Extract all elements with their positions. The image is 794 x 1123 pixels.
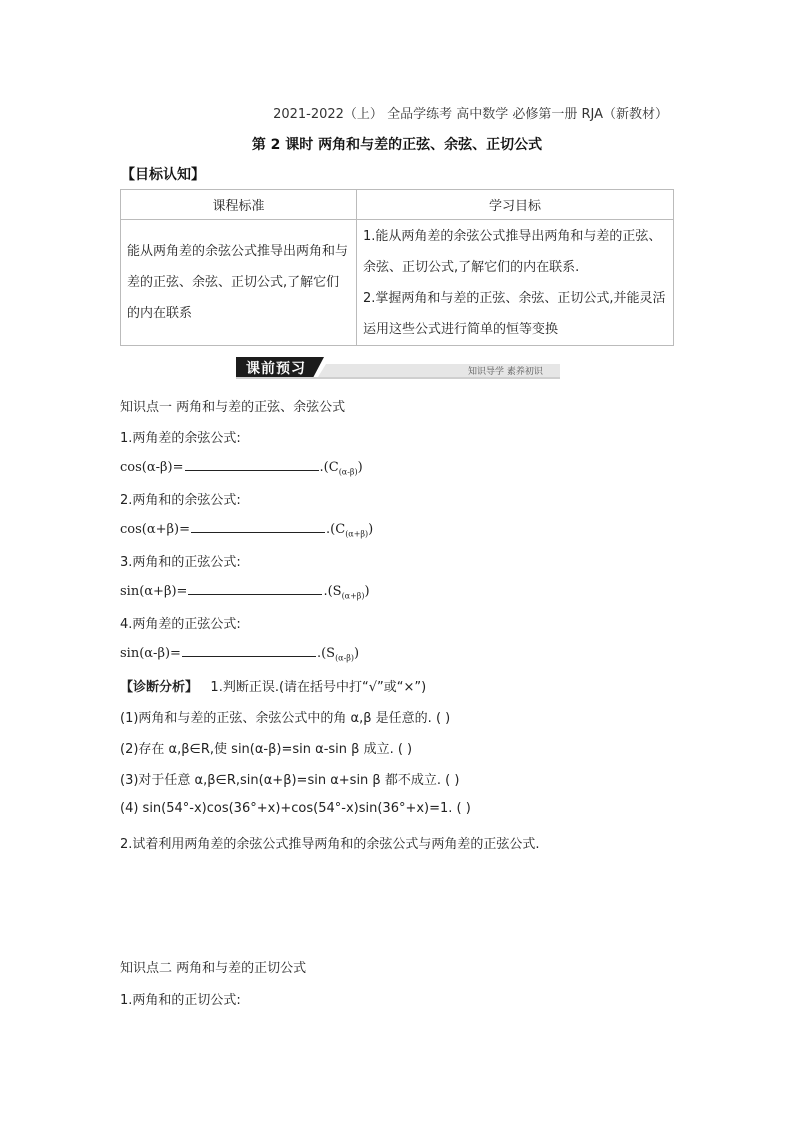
col-header-objective: 学习目标 [357,190,674,220]
diagnosis-q2: 2.试着利用两角差的余弦公式推导两角和的余弦公式与两角差的正弦公式. [120,837,540,852]
kp2-heading: 知识点二 两角和与差的正切公式 [120,961,307,976]
diagnosis-statement-3[interactable]: (3)对于任意 α,β∈R,sin(α+β)=sin α+sin β 都不成立. ( ) [120,773,460,788]
formula-lhs: cos(α+β)= [120,522,191,537]
formula-tag-sub: (α-β) [335,653,355,663]
formula-lhs: sin(α+β)= [120,584,188,599]
formula-tag: (C [323,460,339,475]
formula-tag-end: ) [357,460,363,475]
formula-tag-end: ) [368,522,374,537]
answer-blank[interactable] [182,644,316,657]
kp1-item4-label: 4.两角差的正弦公式: [120,617,241,632]
kp1-item1-formula: $\cos(\alpha-\beta)= .(C_{(\alpha-\beta)})$ [120,460,363,477]
diagnosis-statement-1[interactable]: (1)两角和与差的正弦、余弦公式中的角 α,β 是任意的. ( ) [120,711,451,726]
formula-lhs: sin(α-β)= [120,646,181,661]
answer-blank[interactable] [191,520,325,533]
formula-tag-sub: (α+β) [341,591,365,601]
diagnosis-statement-4[interactable]: (4) sin(54°-x)cos(36°+x)+cos(54°-x)sin(36°+x)=1. ( ) [120,801,471,816]
kp2-item1-label: 1.两角和的正切公式: [120,993,241,1008]
diagnosis-statement-2[interactable]: (2)存在 α,β∈R,使 sin(α-β)=sin α-sin β 成立. ( ) [120,742,413,757]
formula-tag-sub: (α-β) [338,467,358,477]
objective-cell [357,220,674,346]
kp1-item2-label: 2.两角和的余弦公式: [120,493,241,508]
formula-lhs: cos(α-β)= [120,460,184,475]
col-header-standard: 课程标准 [121,190,357,220]
formula-tag-end: ) [354,646,360,661]
diagnosis-heading: 【诊断分析】 [120,680,199,695]
kp1-item2-formula: $\cos(\alpha+\beta)= .(C_{(\alpha+\beta)})$ [120,522,374,539]
objective-2: 2.掌握两角和与差的正弦、余弦、正切公式,并能灵活运用这些公式进行简单的恒等变换 [363,290,666,337]
kp1-heading: 知识点一 两角和与差的正弦、余弦公式 [120,400,346,415]
kp1-item3-label: 3.两角和的正弦公式: [120,555,241,570]
goals-table [120,189,674,346]
banner-label: 课前预习 [246,361,306,377]
formula-tag: (S [327,584,342,599]
answer-blank[interactable] [185,458,319,471]
lesson-title: 第 2 课时 两角和与差的正弦、余弦、正切公式 [251,137,543,153]
preview-banner [0,355,794,379]
goals-heading: 【目标认知】 [121,167,205,183]
formula-tag: (S [321,646,336,661]
formula-tag-end: ) [364,584,370,599]
kp1-item1-label: 1.两角差的余弦公式: [120,431,241,446]
kp1-item4-formula: $\sin(\alpha-\beta)= .(S_{(\alpha-\beta)})$ [120,646,360,663]
formula-tag: (C [330,522,346,537]
standard-cell: 能从两角差的余弦公式推导出两角和与差的正弦、余弦、正切公式,了解它们的内在联系 [121,220,357,346]
banner-subtitle: 知识导学 素养初识 [468,367,543,377]
page-header: 2021-2022（上） 全品学练考 高中数学 必修第一册 RJA（新教材） [273,107,668,122]
diagnosis-q1: 1.判断正误.(请在括号中打“√”或“×”) [210,680,427,695]
answer-blank[interactable] [188,582,322,595]
objective-1: 1.能从两角差的余弦公式推导出两角和与差的正弦、余弦、正切公式,了解它们的内在联系. [363,228,662,275]
diagnosis-row [120,676,426,695]
kp1-item3-formula: $\sin(\alpha+\beta)= .(S_{(\alpha+\beta)})$ [120,584,370,601]
formula-tag-sub: (α+β) [345,529,369,539]
